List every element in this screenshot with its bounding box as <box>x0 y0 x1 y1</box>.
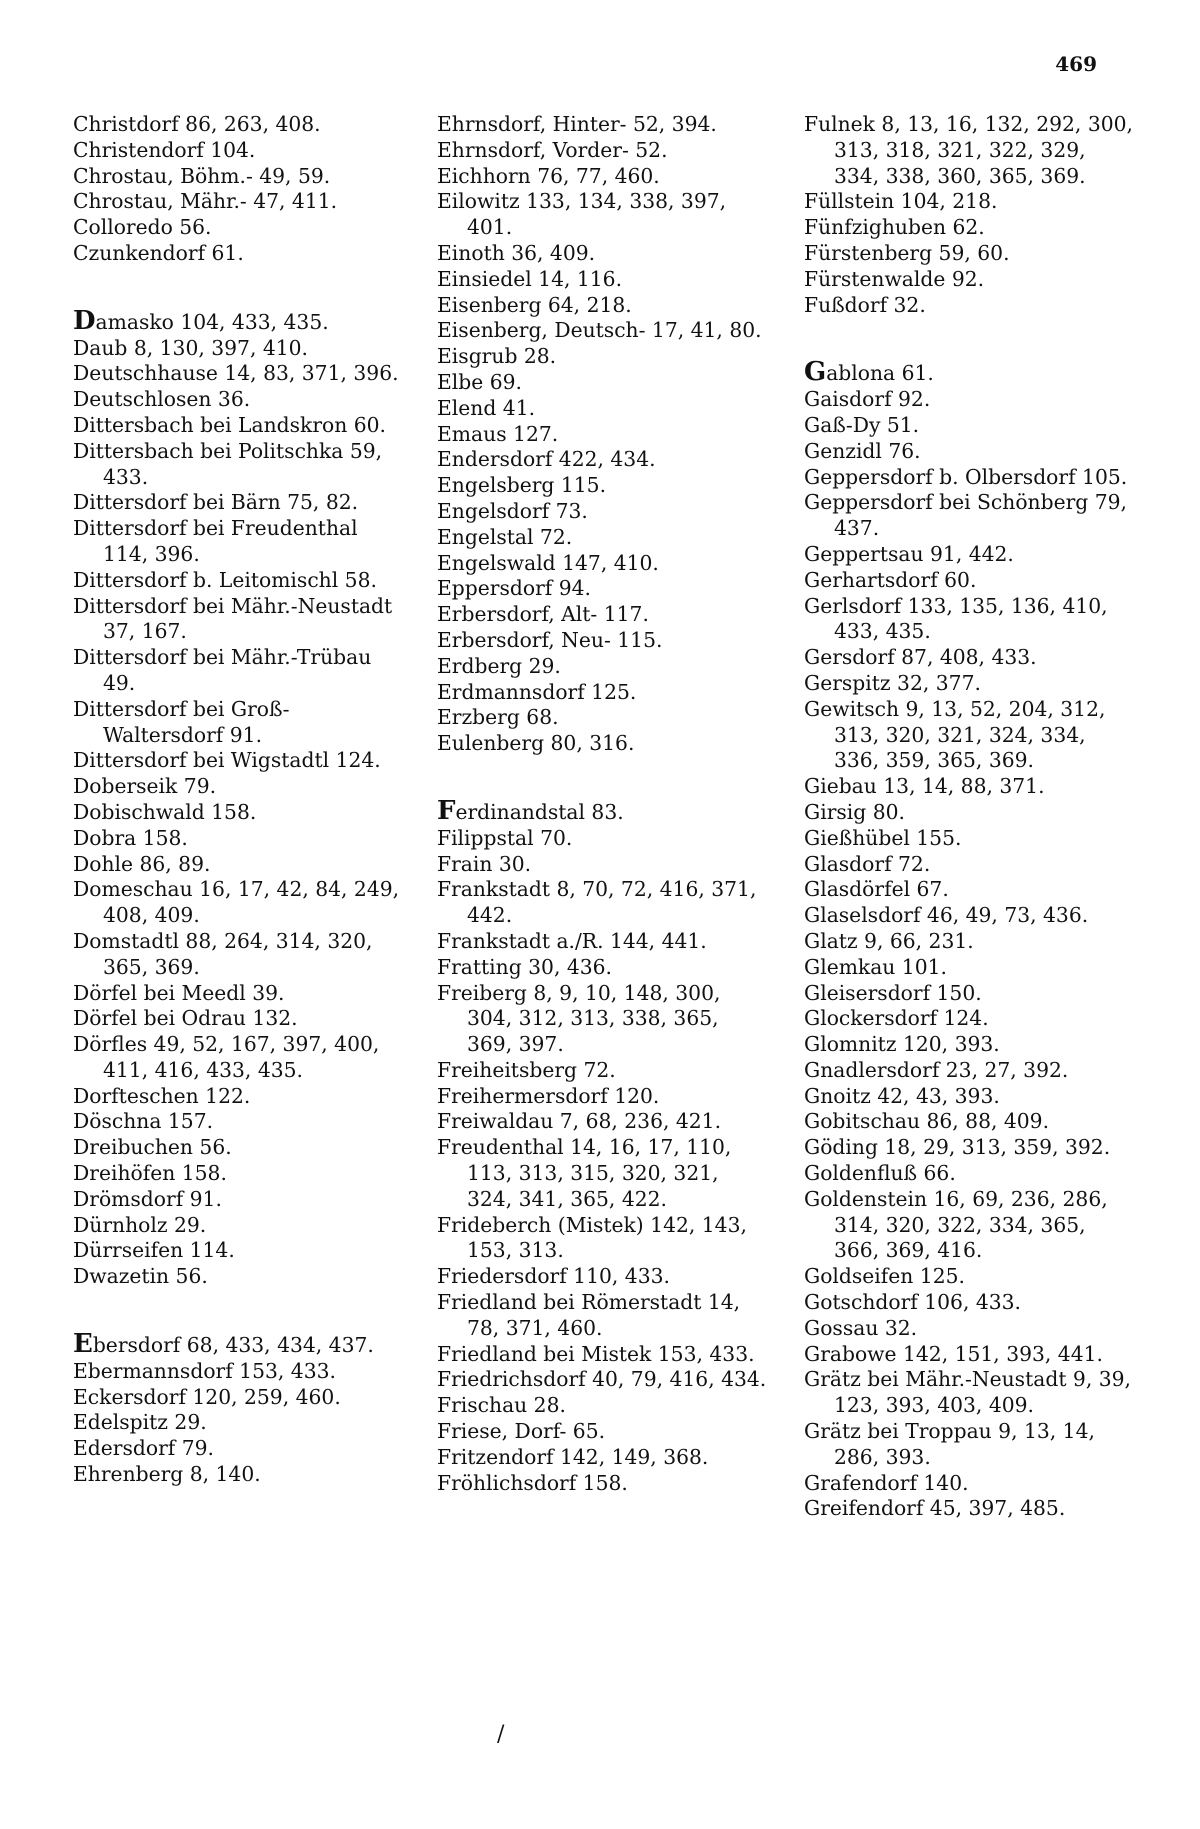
section-gap <box>73 1290 403 1332</box>
index-entry: Frankstadt 8, 70, 72, 416, 371, 442. <box>437 877 757 928</box>
index-entry: Glasdorf 72. <box>804 851 931 876</box>
index-entry: Czunkendorf 61. <box>73 240 244 265</box>
index-entry: Fröhlichsdorf 158. <box>437 1470 628 1495</box>
index-entry: Dörfles 49, 52, 167, 397, 400, 411, 416, 433, 435. <box>73 1032 380 1082</box>
index-entry: Domeschau 16, 17, 42, 84, 249, 408, 409. <box>73 877 400 928</box>
index-entry: Gobitschau 86, 88, 409. <box>804 1109 1050 1134</box>
index-entry: Frischau 28. <box>437 1393 566 1418</box>
index-entry: Ehrnsdorf, Hinter- 52, 394. <box>437 112 717 136</box>
section-gap <box>437 757 767 799</box>
index-entry: Eppersdorf 94. <box>437 576 591 601</box>
index-entry: Deutschhause 14, 83, 371, 396. <box>73 361 399 386</box>
index-entry: Gnoitz 42, 43, 393. <box>804 1083 1000 1108</box>
index-entry: Domstadtl 88, 264, 314, 320, 365, 369. <box>73 928 373 979</box>
index-entry: Goldseifen 125. <box>804 1264 965 1289</box>
index-entry: Dittersbach bei Landskron 60. <box>73 412 386 437</box>
index-entry: Grafendorf 140. <box>804 1470 969 1495</box>
index-entry: Elbe 69. <box>437 369 522 394</box>
index-entry: Erbersdorf, Neu- 115. <box>437 627 663 652</box>
index-entry: Dürnholz 29. <box>73 1212 207 1237</box>
index-entry: Fürstenberg 59, 60. <box>804 240 1010 265</box>
section-first-entry: Ebersdorf 68, 433, 434, 437. <box>73 1329 374 1360</box>
index-entry: Dittersdorf b. Leitomischl 58. <box>73 567 377 592</box>
index-entry: Ebermannsdorf 153, 433. <box>73 1358 336 1383</box>
index-entry: Dwazetin 56. <box>73 1264 208 1289</box>
index-entry: Glatz 9, 66, 231. <box>804 928 974 953</box>
index-entry: Gossau 32. <box>804 1315 918 1340</box>
index-entry: Gewitsch 9, 13, 52, 204, 312, 313, 320, 321, 324, 334, 336, 359, 365, 369. <box>804 696 1106 773</box>
index-entry: Dittersdorf bei Wigstadtl 124. <box>73 748 381 773</box>
index-entry: Gaisdorf 92. <box>804 387 931 412</box>
index-entry: Gotschdorf 106, 433. <box>804 1290 1021 1315</box>
index-entry: Grabowe 142, 151, 393, 441. <box>804 1341 1103 1366</box>
index-entry: Ehrenberg 8, 140. <box>73 1462 261 1487</box>
index-entry: Giebau 13, 14, 88, 371. <box>804 774 1045 799</box>
index-entry: Drömsdorf 91. <box>73 1186 222 1211</box>
index-entry: Goldenstein 16, 69, 236, 286, 314, 320, 322, 334, 365, 366, 369, 416. <box>804 1186 1108 1263</box>
index-entry: Erbersdorf, Alt- 117. <box>437 602 649 627</box>
index-entry: Elend 41. <box>437 395 536 420</box>
page-number: 469 <box>1055 52 1097 76</box>
index-entry: Daub 8, 130, 397, 410. <box>73 335 309 360</box>
index-entry: Chrostau, Böhm.- 49, 59. <box>73 163 331 188</box>
index-entry: Dittersdorf bei Freudenthal 114, 396. <box>73 516 358 566</box>
index-entry: Glasdörfel 67. <box>804 877 949 902</box>
index-entry: Göding 18, 29, 313, 359, 392. <box>804 1135 1111 1160</box>
section-first-entry: Damasko 104, 433, 435. <box>73 305 329 336</box>
index-entry: Friedland bei Römerstadt 14, 78, 371, 460. <box>437 1290 741 1340</box>
index-entry: Friedland bei Mistek 153, 433. <box>437 1341 755 1366</box>
index-entry: Erzberg 68. <box>437 705 559 730</box>
index-entry: Deutschlosen 36. <box>73 387 251 412</box>
index-entry: Christdorf 86, 263, 408. <box>73 112 321 136</box>
index-entry: Goldenfluß 66. <box>804 1161 956 1186</box>
index-entry: Grätz bei Mähr.-Neustadt 9, 39, 123, 393, 403, 409. <box>804 1367 1131 1418</box>
index-entry: Emaus 127. <box>437 421 559 446</box>
index-entry: Ehrnsdorf, Vorder- 52. <box>437 137 668 162</box>
index-entry: Dittersdorf bei Groß-Waltersdorf 91. <box>73 696 290 747</box>
index-entry: Dörfel bei Odrau 132. <box>73 1006 298 1031</box>
index-entry: Doberseik 79. <box>73 774 217 799</box>
index-entry: Fritzendorf 142, 149, 368. <box>437 1444 709 1469</box>
index-entry: Gerspitz 32, 377. <box>804 670 981 695</box>
index-entry: Frain 30. <box>437 851 532 876</box>
index-entry: Dohle 86, 89. <box>73 851 211 876</box>
index-entry: Colloredo 56. <box>73 215 212 240</box>
index-entry: Engelstal 72. <box>437 524 573 549</box>
index-entry: Eichhorn 76, 77, 460. <box>437 163 660 188</box>
index-entry: Glaselsdorf 46, 49, 73, 436. <box>804 903 1089 928</box>
index-entry: Fußdorf 32. <box>804 292 926 317</box>
index-entry: Frankstadt a./R. 144, 441. <box>437 928 707 953</box>
index-entry: Freudenthal 14, 16, 17, 110, 113, 313, 315, 320, 321, 324, 341, 365, 422. <box>437 1135 732 1211</box>
index-entry: Eisgrub 28. <box>437 344 557 369</box>
index-entry: Eulenberg 80, 316. <box>437 731 635 756</box>
index-entry: Gleisersdorf 150. <box>804 980 982 1005</box>
index-entry: Geppersdorf bei Schönberg 79, 437. <box>804 490 1127 541</box>
index-entry: Dörfel bei Meedl 39. <box>73 980 285 1005</box>
index-entry: Greifendorf 45, 397, 485. <box>804 1496 1066 1521</box>
index-entry: Geppersdorf b. Olbersdorf 105. <box>804 464 1128 489</box>
index-entry: Gießhübel 155. <box>804 825 962 850</box>
index-entry: Dobra 158. <box>73 825 188 850</box>
index-entry: Christendorf 104. <box>73 137 256 162</box>
index-entry: Glemkau 101. <box>804 954 947 979</box>
index-entry: Dreihöfen 158. <box>73 1161 227 1186</box>
index-entry: Einsiedel 14, 116. <box>437 266 623 291</box>
index-entry: Freiwaldau 7, 68, 236, 421. <box>437 1109 722 1134</box>
stray-mark: / <box>497 1722 505 1747</box>
index-entry: Erdmannsdorf 125. <box>437 679 637 704</box>
index-entry: Fulnek 8, 13, 16, 132, 292, 300, 313, 318, 321, 322, 329, 334, 338, 360, 365, 369. <box>804 112 1133 188</box>
index-entry: Fünfzighuben 62. <box>804 215 985 240</box>
index-entry: Freiberg 8, 9, 10, 148, 300, 304, 312, 313, 338, 365, 369, 397. <box>437 980 721 1057</box>
index-entry: Freiheitsberg 72. <box>437 1057 616 1082</box>
index-entry: Fratting 30, 436. <box>437 954 612 979</box>
index-entry: Einoth 36, 409. <box>437 240 596 265</box>
index-entry: Geppertsau 91, 442. <box>804 541 1014 566</box>
index-entry: Dobischwald 158. <box>73 799 257 824</box>
index-entry: Dürrseifen 114. <box>73 1238 235 1263</box>
index-entry: Dittersdorf bei Bärn 75, 82. <box>73 490 359 515</box>
index-entry: Friedrichsdorf 40, 79, 416, 434. <box>437 1367 767 1392</box>
index-entry: Filippstal 70. <box>437 825 573 850</box>
index-entry: Edersdorf 79. <box>73 1436 214 1461</box>
index-entry: Friedersdorf 110, 433. <box>437 1264 670 1289</box>
index-entry: Dreibuchen 56. <box>73 1135 232 1160</box>
index-entry: Friese, Dorf- 65. <box>437 1419 606 1444</box>
index-entry: Genzidl 76. <box>804 438 921 463</box>
index-entry: Engelsberg 115. <box>437 473 607 498</box>
index-entry: Dittersbach bei Politschka 59, 433. <box>73 438 383 489</box>
index-entry: Dorfteschen 122. <box>73 1083 251 1108</box>
index-column-3 <box>804 112 1134 1522</box>
index-entry: Eilowitz 133, 134, 338, 397, 401. <box>437 189 727 240</box>
section-gap <box>804 318 1134 360</box>
index-column-2 <box>437 112 767 1496</box>
index-entry: Endersdorf 422, 434. <box>437 447 656 472</box>
index-entry: Edelspitz 29. <box>73 1410 207 1435</box>
index-entry: Gersdorf 87, 408, 433. <box>804 645 1037 670</box>
index-entry: Gerlsdorf 133, 135, 136, 410, 433, 435. <box>804 593 1108 644</box>
index-entry: Girsig 80. <box>804 799 905 824</box>
index-entry: Fürstenwalde 92. <box>804 266 985 291</box>
index-entry: Erdberg 29. <box>437 653 561 678</box>
index-entry: Eisenberg, Deutsch- 17, 41, 80. <box>437 318 762 343</box>
index-entry: Grätz bei Troppau 9, 13, 14, 286, 393. <box>804 1419 1095 1469</box>
index-entry: Eckersdorf 120, 259, 460. <box>73 1384 341 1409</box>
index-entry: Glomnitz 120, 393. <box>804 1032 1000 1057</box>
index-entry: Gnadlersdorf 23, 27, 392. <box>804 1057 1069 1082</box>
index-entry: Eisenberg 64, 218. <box>437 292 632 317</box>
section-gap <box>73 267 403 309</box>
index-entry: Gaß-Dy 51. <box>804 412 920 437</box>
index-entry: Engelsdorf 73. <box>437 498 588 523</box>
index-entry: Füllstein 104, 218. <box>804 189 998 214</box>
index-entry: Freihermersdorf 120. <box>437 1083 660 1108</box>
index-entry: Engelswald 147, 410. <box>437 550 659 575</box>
index-entry: Gerhartsdorf 60. <box>804 567 977 592</box>
section-first-entry: Ferdinandstal 83. <box>437 795 624 826</box>
index-entry: Döschna 157. <box>73 1109 214 1134</box>
index-entry: Dittersdorf bei Mähr.-Neustadt 37, 167. <box>73 593 393 644</box>
index-column-1 <box>73 112 403 1488</box>
index-entry: Glockersdorf 124. <box>804 1006 989 1031</box>
index-entry: Frideberch (Mistek) 142, 143, 153, 313. <box>437 1212 747 1263</box>
section-first-entry: Gablona 61. <box>804 357 934 388</box>
index-entry: Chrostau, Mähr.- 47, 411. <box>73 189 338 214</box>
index-entry: Dittersdorf bei Mähr.-Trübau 49. <box>73 645 372 695</box>
